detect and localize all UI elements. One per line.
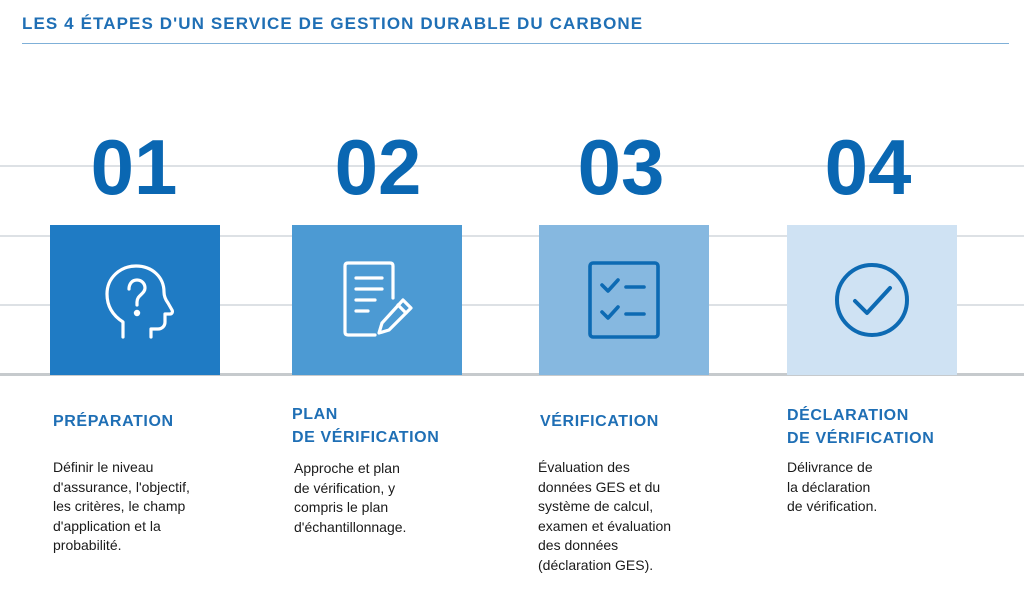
desc-line: (déclaration GES). xyxy=(538,556,654,573)
desc-line: d'application et la xyxy=(53,517,161,534)
document-pencil-icon xyxy=(335,258,419,342)
desc-line: système de calcul, xyxy=(538,498,654,514)
step-box-declaration xyxy=(787,225,957,375)
step-title-line: DE VÉRIFICATION xyxy=(787,430,935,447)
desc-line: des données xyxy=(538,537,619,553)
step-title-verification xyxy=(540,410,659,433)
desc-line: d'échantillonnage. xyxy=(294,518,407,535)
step-desc-plan-verification xyxy=(294,459,484,537)
step-number-3: 03 xyxy=(577,123,665,211)
header-divider xyxy=(22,43,1009,44)
desc-line: examen et évaluation xyxy=(538,517,672,534)
step-number-1: 01 xyxy=(90,123,178,211)
step-title-line: VÉRIFICATION xyxy=(540,413,659,430)
desc-line: Délivrance de xyxy=(787,459,873,475)
step-box-verification xyxy=(539,225,709,375)
step-desc-declaration xyxy=(787,458,977,517)
desc-line: la déclaration xyxy=(787,478,871,495)
step-desc-preparation xyxy=(53,458,243,556)
desc-line: compris le plan xyxy=(294,499,389,515)
step-number-2: 02 xyxy=(334,123,422,211)
step-title-preparation xyxy=(53,410,174,433)
step-title-line: PLAN xyxy=(292,406,338,423)
step-title-line: PRÉPARATION xyxy=(53,413,174,430)
step-title-plan-verification xyxy=(292,403,439,449)
step-desc-verification xyxy=(538,458,728,575)
step-title-declaration xyxy=(787,404,934,450)
desc-line: données GES et du xyxy=(538,478,661,495)
desc-line: Approche et plan xyxy=(294,460,400,476)
desc-line: les critères, le champ xyxy=(53,498,186,514)
step-box-plan-verification xyxy=(292,225,462,375)
desc-line: probabilité. xyxy=(53,537,122,553)
step-number-4: 04 xyxy=(824,123,912,211)
desc-line: Définir le niveau xyxy=(53,459,154,475)
desc-line: de vérification. xyxy=(787,498,878,514)
page-title: LES 4 ÉTAPES D'UN SERVICE DE GESTION DURABLE DU CARBONE xyxy=(22,14,644,33)
step-box-preparation xyxy=(50,225,220,375)
step-title-line: DE VÉRIFICATION xyxy=(292,429,440,446)
desc-line: Évaluation des xyxy=(538,459,630,475)
desc-line: de vérification, y xyxy=(294,479,396,496)
check-circle-icon xyxy=(830,258,914,342)
desc-line: d'assurance, l'objectif, xyxy=(53,478,190,495)
head-question-icon xyxy=(93,258,177,342)
step-title-line: DÉCLARATION xyxy=(787,407,909,424)
checklist-icon xyxy=(582,258,666,342)
